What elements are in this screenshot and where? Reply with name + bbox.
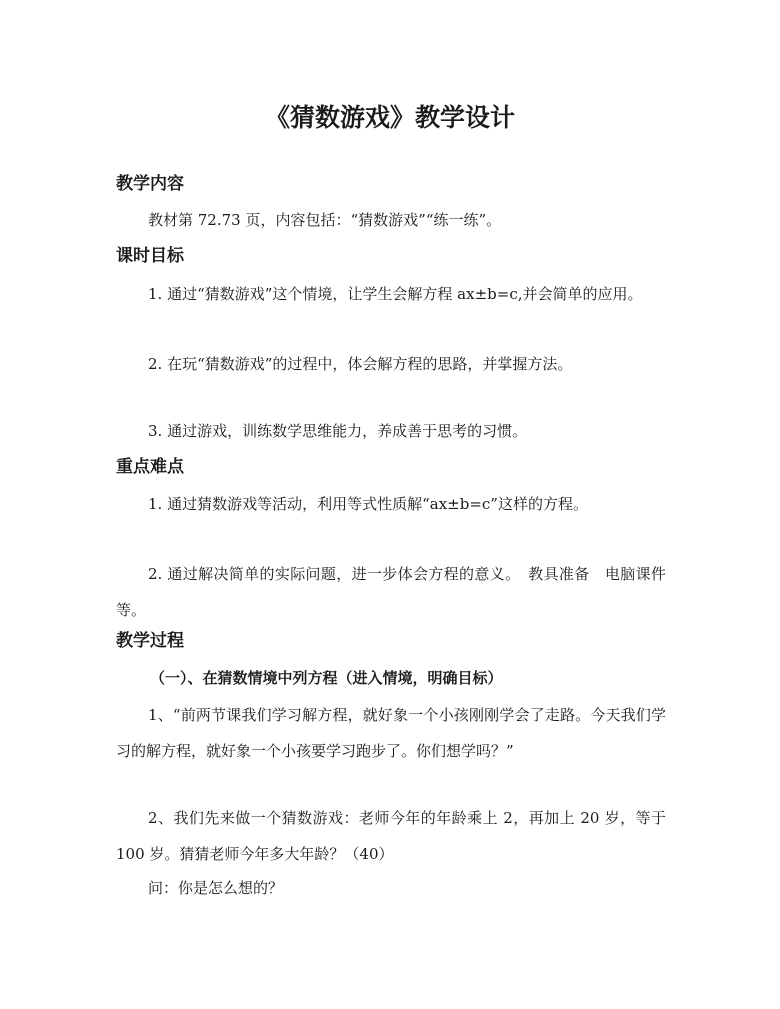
document-title: 《猜数游戏》教学设计 <box>264 103 515 132</box>
paragraph: 1、“前两节课我们学习解方程，就好象一个小孩刚刚学会了走路。今天我们学习的解方程，就好象一个小孩要学习跑步了。你们想学吗？” <box>116 706 666 760</box>
section-heading-key-points: 重点难点 <box>116 457 184 477</box>
paragraph: 2、我们先来做一个猜数游戏：老师今年的年龄乘上 2，再加上 20 岁，等于 100 岁。猜猜老师今年多大年龄？（40） <box>116 809 666 863</box>
paragraph: 2. 通过解决简单的实际问题，进一步体会方程的意义。 教具准备 电脑课件等。 <box>116 565 666 619</box>
paragraph: 问：你是怎么想的？ <box>148 879 284 897</box>
paragraph: 1. 通过猜数游戏等活动，利用等式性质解“ax±b=c”这样的方程。 <box>148 495 588 513</box>
paragraph: 教材第 72.73 页，内容包括：“猜数游戏”“练一练”。 <box>148 211 502 229</box>
paragraph: 2. 在玩“猜数游戏”的过程中，体会解方程的思路，并掌握方法。 <box>148 355 573 373</box>
paragraph: 1. 通过“猜数游戏”这个情境，让学生会解方程 ax±b=c,并会简单的应用。 <box>148 285 643 303</box>
paragraph: 3. 通过游戏，训练数学思维能力，养成善于思考的习惯。 <box>148 422 528 440</box>
section-heading-content: 教学内容 <box>116 174 184 194</box>
subsection-heading: （一）、在猜数情境中列方程（进入情境，明确目标） <box>150 669 503 687</box>
section-heading-process: 教学过程 <box>116 631 184 651</box>
section-heading-objectives: 课时目标 <box>116 246 184 266</box>
